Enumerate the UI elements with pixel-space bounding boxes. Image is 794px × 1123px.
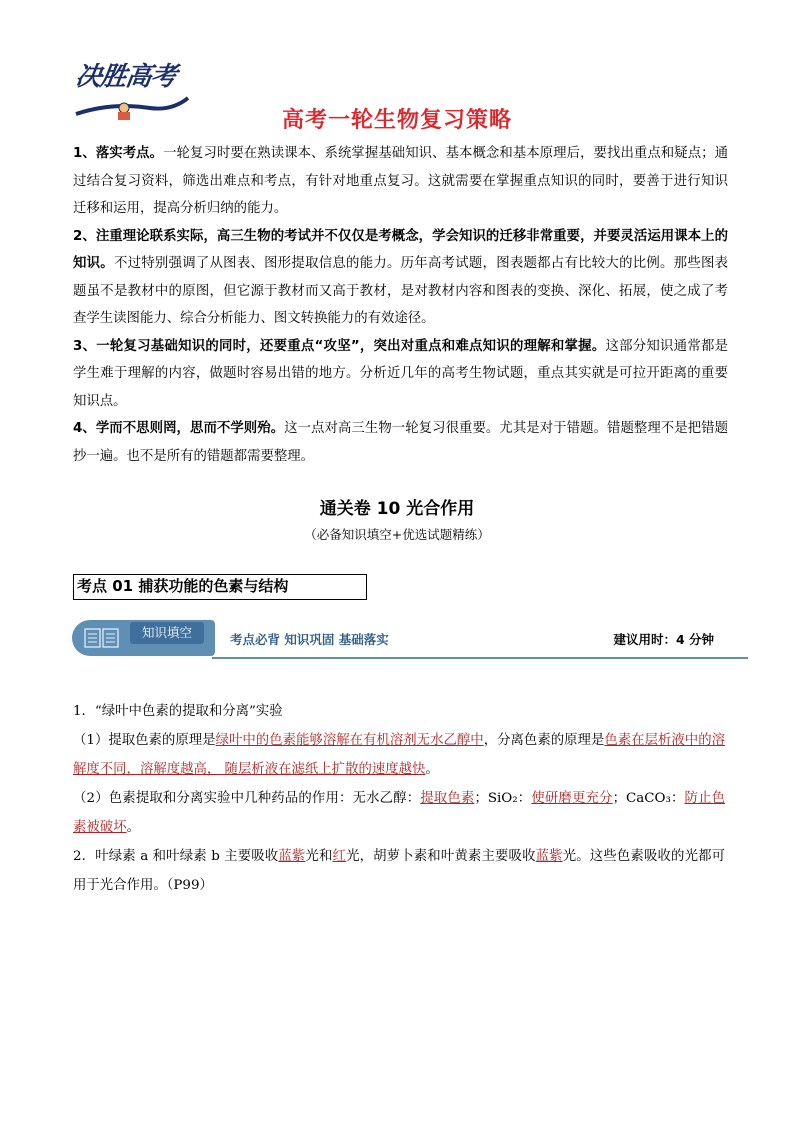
text-segment: 光，胡萝卜素和叶黄素主要吸收 — [346, 849, 536, 864]
book-icon — [84, 628, 120, 648]
intro-paragraph-2 — [73, 223, 728, 333]
answer-blank: 蓝紫 — [278, 849, 306, 864]
suggested-time: 建议用时：4 分钟 — [613, 632, 714, 647]
banner-tag: 知识填空 — [130, 622, 204, 644]
question-1-part-2 — [73, 784, 725, 842]
intro-section — [73, 140, 728, 470]
intro-paragraph-1 — [73, 140, 728, 223]
volume-subtitle: （必备知识填空+优选试题精练） — [304, 527, 490, 542]
answer-blank: 使研磨更充分 — [531, 791, 613, 806]
intro-lead-4: 4、学而不思则罔，思而不学则殆。 — [73, 421, 285, 436]
answer-blank: 红 — [332, 849, 347, 864]
banner-divider — [212, 657, 748, 659]
question-1-part-1 — [73, 726, 725, 784]
banner-description: 考点必背 知识巩固 基础落实 — [230, 632, 389, 647]
text-segment: （2）色素提取和分离实验中几种药品的作用：无水乙醇： — [73, 791, 421, 806]
page-title: 高考一轮生物复习策略 — [281, 108, 512, 133]
intro-text-3: 这部分知识通常都是学生难于理解的内容，做题时容易出错的地方。分析近几年的高考生物试题，重点其实就是可拉开距离的重要知识点。 — [73, 338, 729, 409]
volume-title: 通关卷 10 光合作用 — [319, 499, 475, 519]
intro-lead-3: 3、一轮复习基础知识的同时，还要重点“攻坚”，突出对重点和难点知识的理解和掌握。 — [73, 338, 606, 354]
kaodian-title: 考点 01 捕获功能的色素与结构 — [73, 574, 367, 600]
logo-text: 决胜高考 — [73, 62, 178, 92]
intro-text-2: 不过特别强调了从图表、图形提取信息的能力。历年高考试题，图表题都占有比较大的比例。那些图表题虽不是教材中的原图，但它源于教材而又高于教材，是对教材内容和图表的变换、深化、拓展，使之成了考查学生读图能力、综合分析能力、图文转换能力的有效途径。 — [73, 256, 729, 326]
answer-blank: 绿叶中的色素能够溶解在有机溶剂无水乙醇中 — [215, 733, 484, 748]
intro-lead-2: 2、注重理论联系实际，高三生物的考试并不仅仅是考概念，学会知识的迁移非常重要，并要灵活运用课本上的知识。 — [73, 228, 728, 271]
text-segment: （1）提取色素的原理是 — [73, 733, 216, 748]
text-segment: ；SiO₂： — [474, 791, 532, 806]
question-2 — [73, 842, 725, 900]
intro-paragraph-3 — [73, 333, 728, 416]
question-1-title: 1．“绿叶中色素的提取和分离”实验 — [73, 704, 283, 719]
intro-lead-1: 1、落实考点。 — [73, 146, 164, 161]
question-content — [73, 697, 725, 900]
intro-text-4: 这一点对高三生物一轮复习很重要。尤其是对于错题。错题整理不是把错题抄一遍。也不是所有的错题都需要整理。 — [73, 421, 728, 464]
answer-blank: 蓝紫 — [535, 849, 563, 864]
text-segment: 2．叶绿素 a 和叶绿素 b 主要吸收 — [73, 849, 279, 864]
answer-blank: 防止色素被破坏 — [73, 791, 726, 835]
answer-blank: 提取色素 — [420, 791, 475, 806]
text-segment: 光。这些色素吸收的光都可用于光合作用。（P99） — [73, 849, 726, 893]
text-segment: ；CaCO₃： — [612, 791, 685, 806]
text-segment: 。 — [425, 762, 439, 777]
text-segment: ，分离色素的原理是 — [483, 733, 605, 748]
text-segment: 光和 — [305, 849, 333, 864]
text-segment: 。 — [126, 820, 140, 835]
banner-pill — [72, 620, 215, 656]
answer-blank: 色素在层析液中的溶解度不同，溶解度越高， 随层析液在滤纸上扩散的速度越快 — [73, 733, 726, 777]
intro-paragraph-4 — [73, 415, 728, 470]
section-banner — [72, 620, 748, 660]
intro-text-1: 一轮复习时要在熟读课本、系统掌握基础知识、基本概念和基本原理后，要找出重点和疑点；通过结合复习资料，筛选出难点和考点，有针对地重点复习。这就需要在掌握重点知识的同时，要善于进行知识迁移和运用，提高分析归纳的能力。 — [73, 146, 728, 216]
